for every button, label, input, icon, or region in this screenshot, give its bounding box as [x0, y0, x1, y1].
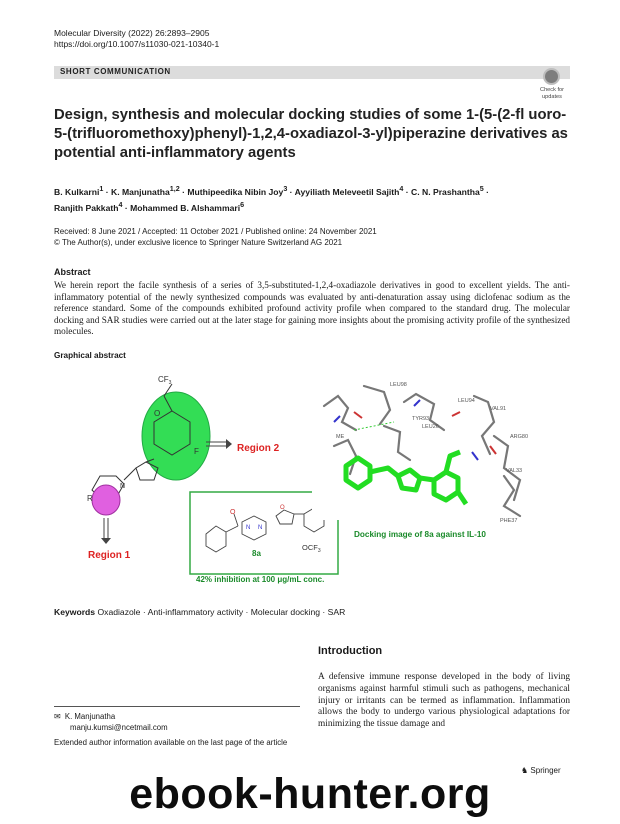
abstract-text: We herein report the facile synthesis of a series of 3,5-substituted-1,2,4-oxadiazole derivatives in good to excellent yields. The anti-inflammatory potential of the newly synthesized compounds was evaluated by anti-denaturation assay using diclofenac sodium as the reference standard. Some of the compounds exhibited profound activity profile when compared to the standard drug. The molecular docking and SAR studies were carried out at the later stage for gaining more insights about the promising activity profile of the synthesized molecules. [54, 280, 570, 336]
article-title: Design, synthesis and molecular docking studies of some 1-(5-(2-fl uoro-5-(trifluoromethoxy)phenyl)-1,2,4-oxadiazol-3-yl)piperazine derivatives as potential anti-inflammatory agents [54, 107, 568, 161]
corresponding-author: ✉ K. Manjunatha [54, 712, 116, 721]
author[interactable]: B. Kulkarni$^1$ [54, 185, 104, 197]
springer-horse-icon: ♞ [521, 766, 529, 775]
extended-info-note: Extended author information available on the last page of the article [54, 738, 288, 747]
region1-highlight [92, 485, 120, 515]
graphical-abstract-figure [54, 366, 570, 590]
publisher-logo: ♞ Springer [521, 766, 561, 775]
journal-header [54, 28, 219, 50]
cf3-label: O [154, 409, 161, 418]
region2-label: Region 2 [237, 443, 280, 454]
article-dates [54, 227, 570, 248]
copyright-line: © The Author(s), under exclusive licence to Springer Nature Switzerland AG 2021 [54, 237, 343, 247]
svg-text:TYR93: TYR93 [412, 416, 430, 422]
region1-label: Region 1 [88, 550, 131, 561]
svg-text:LEU98: LEU98 [390, 382, 407, 388]
graphical-abstract-heading: Graphical abstract [54, 351, 126, 360]
check-for-updates-badge[interactable] [534, 68, 570, 100]
region2-highlight [142, 392, 210, 480]
svg-text:LEU94: LEU94 [458, 398, 475, 404]
journal-doi[interactable]: https://doi.org/10.1007/s11030-021-10340-1 [54, 39, 220, 49]
svg-text:VAL33: VAL33 [506, 468, 523, 474]
author[interactable]: Ranjith Pakkath$^4$ [54, 200, 123, 213]
envelope-icon: ✉ [54, 712, 61, 721]
cf3-group: $CF_3$ [158, 375, 172, 386]
author[interactable]: C. N. Prashantha$^5$ [411, 185, 484, 197]
docking-caption: Docking image of 8a against IL-10 [354, 530, 486, 539]
keywords-list: Oxadiazole · Anti-inflammatory activity · Molecular docking · SAR [97, 607, 346, 617]
check-updates-icon [543, 68, 560, 85]
keywords-label: Keywords [54, 607, 96, 617]
footnote-divider [54, 706, 300, 707]
svg-text:LEU26: LEU26 [422, 424, 439, 430]
introduction-text: A defensive immune response developed in the body of living organisms against harmful stimuli such as pathogens, mechanical injury or irritants can be termed as inflammation. Inflammation allows the body to undergo various physiological adaptations for minimizing the tissue damage and [318, 672, 570, 730]
watermark: ebook-hunter.org [129, 770, 491, 818]
svg-text:VAL91: VAL91 [490, 406, 507, 412]
author[interactable]: Ayyiliath Meleveetil Sajith$^4$ [294, 185, 404, 197]
section-label: SHORT COMMUNICATION [60, 67, 171, 76]
svg-text:N: N [258, 525, 263, 531]
svg-text:ME: ME [336, 434, 345, 440]
svg-text:PHE37: PHE37 [500, 518, 518, 524]
author[interactable]: K. Manjunatha$^{1,2}$ [111, 185, 180, 197]
keywords [54, 607, 570, 617]
correspondence-note [54, 712, 300, 749]
fluoro-label: F [194, 447, 199, 456]
dates-line: Received: 8 June 2021 / Accepted: 11 October 2021 / Published online: 24 November 2021 [54, 227, 377, 236]
abstract-heading: Abstract [54, 267, 91, 277]
corresponding-email[interactable]: manju.kumsi@ncetmail.com [70, 722, 168, 732]
svg-text:N: N [246, 525, 251, 531]
author[interactable]: Muthipeedika Nibin Joy$^3$ [187, 185, 288, 197]
oxadiazole-n-label: N [120, 483, 126, 490]
inhibition-caption: 42% inhibition at 100 μg/mL conc. [196, 575, 325, 584]
author[interactable]: Mohammed B. Alshammari$^6$ [130, 200, 245, 213]
section-label-bar [54, 66, 570, 79]
substituent-r-label: R [87, 494, 93, 503]
compound-8a-label: 8a [252, 549, 261, 558]
journal-citation: Molecular Diversity (2022) 26:2893–2905 [54, 28, 210, 38]
introduction-heading: Introduction [318, 645, 383, 657]
check-updates-label: Check for updates [540, 87, 564, 100]
author-list: B. Kulkarni$^1$ · K. Manjunatha$^{1,2}$ · Muthipeedika Nibin Joy$^3$ · Ayyiliath Meleveetil Sajith$^4$ · C. N. Prashantha$^5$ · Ranjith Pakkath$^4$ · Mohammed B. Alshammari$^6$ [54, 185, 490, 213]
svg-text:ARG80: ARG80 [510, 434, 529, 440]
compound-ocf3-label: $OCF_3$ [302, 543, 321, 554]
svg-text:O: O [230, 509, 236, 516]
svg-text:O: O [280, 505, 285, 511]
